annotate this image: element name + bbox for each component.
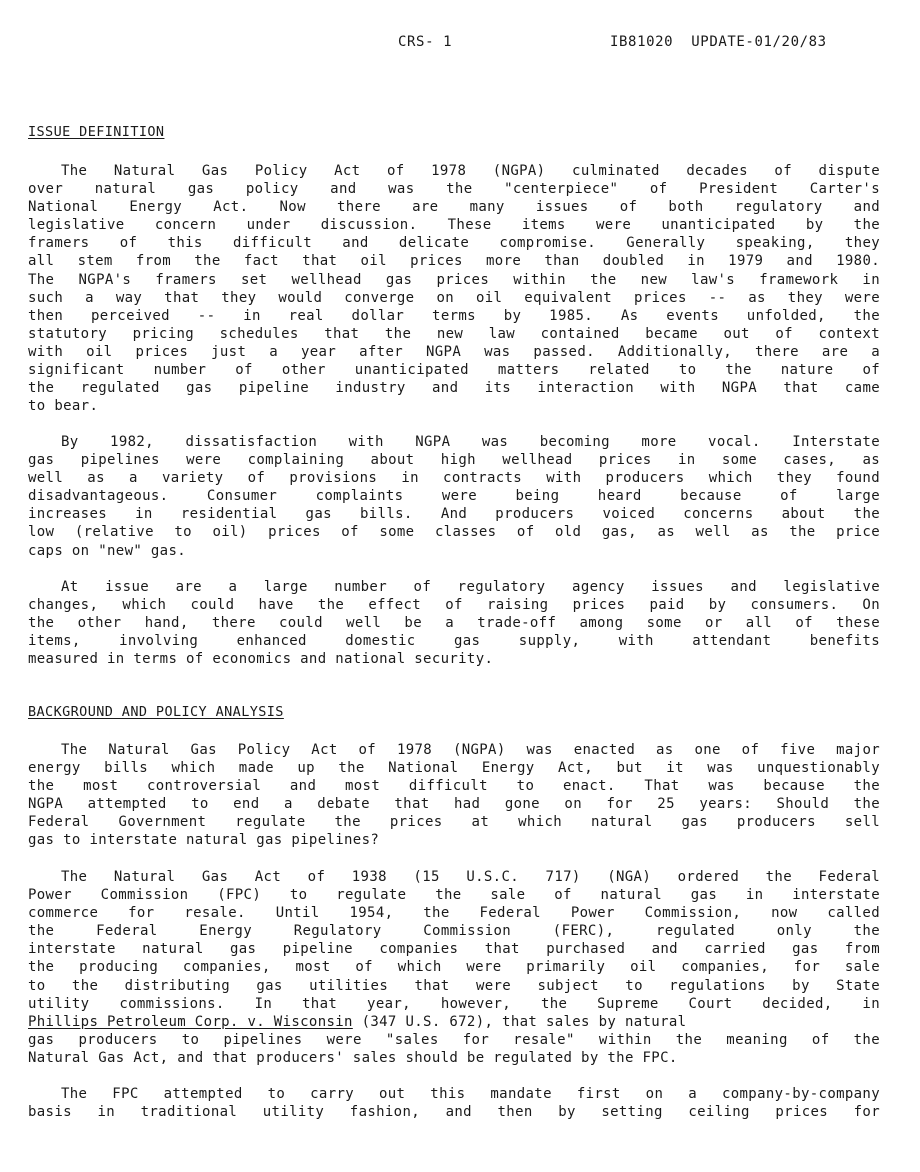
report-id-header: IB81020 UPDATE-01/20/83 [610,34,827,50]
page-number-header: CRS- 1 [398,34,453,50]
text-line: the other hand, there could well be a trade-off among some or all of these [28,615,880,632]
text-line: caps on "new" gas. [28,542,187,559]
text-line: gas to interstate natural gas pipelines? [28,832,380,849]
text-line: the Federal Energy Regulatory Commission (FERC), regulated only the [28,923,880,940]
text-line: Federal Government regulate the prices at which natural gas producers sell [28,814,880,831]
case-citation-rest: (347 U.S. 672), that sales by natural [352,1013,687,1030]
text-line: The Natural Gas Act of 1938 (15 U.S.C. 717) (NGA) ordered the Federal [61,869,880,885]
background-paragraph-2 [28,868,880,1067]
background-paragraph-3 [28,1085,880,1121]
text-line: all stem from the fact that oil prices more than doubled in 1979 and 1980. [28,253,880,270]
text-line: interstate natural gas pipeline companies that purchased and carried gas from [28,941,880,958]
text-line: Natural Gas Act, and that producers' sales should be regulated by the FPC. [28,1049,678,1066]
text-line: By 1982, dissatisfaction with NGPA was becoming more vocal. Interstate [61,434,880,450]
issue-paragraph-1 [28,162,880,415]
text-line: the regulated gas pipeline industry and its interaction with NGPA that came [28,380,880,397]
text-line: commerce for resale. Until 1954, the Federal Power Commission, now called [28,905,880,922]
text-line: National Energy Act. Now there are many issues of both regulatory and [28,199,880,216]
text-line: the producing companies, most of which were primarily oil companies, for sale [28,959,880,976]
text-line: to bear. [28,398,99,415]
text-line: well as a variety of provisions in contracts with producers which they found [28,470,880,487]
text-line: NGPA attempted to end a debate that had gone on for 25 years: Should the [28,796,880,813]
text-line: The FPC attempted to carry out this mandate first on a company-by-company [61,1086,880,1102]
background-heading: BACKGROUND AND POLICY ANALYSIS [28,704,284,720]
case-name: Phillips Petroleum Corp. v. Wisconsin [28,1013,353,1030]
text-line: significant number of other unanticipated matters related to the nature of [28,362,880,379]
text-line: items, involving enhanced domestic gas supply, with attendant benefits [28,633,880,650]
text-line: then perceived -- in real dollar terms by 1985. As events unfolded, the [28,307,880,324]
text-line: The Natural Gas Policy Act of 1978 (NGPA) was enacted as one of five major [61,742,880,758]
text-line: The Natural Gas Policy Act of 1978 (NGPA) culminated decades of dispute [61,163,880,179]
text-line: basis in traditional utility fashion, and then by setting ceiling prices for [28,1104,880,1121]
text-line: utility commissions. In that year, however, the Supreme Court decided, in [28,995,880,1012]
issue-paragraph-2 [28,433,880,560]
text-line: such a way that they would converge on oil equivalent prices -- as they were [28,289,880,306]
text-line: framers of this difficult and delicate compromise. Generally speaking, they [28,235,880,252]
text-line: with oil prices just a year after NGPA was passed. Additionally, there are a [28,343,880,360]
text-line: disadvantageous. Consumer complaints were being heard because of large [28,488,880,505]
text-line: to the distributing gas utilities that were subject to regulations by State [28,977,880,994]
text-line: over natural gas policy and was the "centerpiece" of President Carter's [28,181,880,198]
text-line: Power Commission (FPC) to regulate the sale of natural gas in interstate [28,887,880,904]
text-line: gas pipelines were complaining about high wellhead prices in some cases, as [28,452,880,469]
text-line: statutory pricing schedules that the new law contained became out of context [28,325,880,342]
background-paragraph-1 [28,741,880,850]
text-line: The NGPA's framers set wellhead gas prices within the new law's framework in [28,271,880,288]
text-line: low (relative to oil) prices of some classes of old gas, as well as the price [28,524,880,541]
text-line: increases in residential gas bills. And producers voiced concerns about the [28,506,880,523]
text-line: the most controversial and most difficult to enact. That was because the [28,778,880,795]
text-line: gas producers to pipelines were "sales for resale" within the meaning of the [28,1031,880,1048]
text-line: changes, which could have the effect of raising prices paid by consumers. On [28,597,880,614]
text-line: legislative concern under discussion. These items were unanticipated by the [28,217,880,234]
case-citation-line [28,1013,880,1031]
text-line: At issue are a large number of regulatory agency issues and legislative [61,579,880,595]
text-line: measured in terms of economics and national security. [28,651,494,668]
text-line: energy bills which made up the National Energy Act, but it was unquestionably [28,760,880,777]
issue-definition-heading: ISSUE DEFINITION [28,124,165,140]
issue-paragraph-3 [28,578,880,668]
